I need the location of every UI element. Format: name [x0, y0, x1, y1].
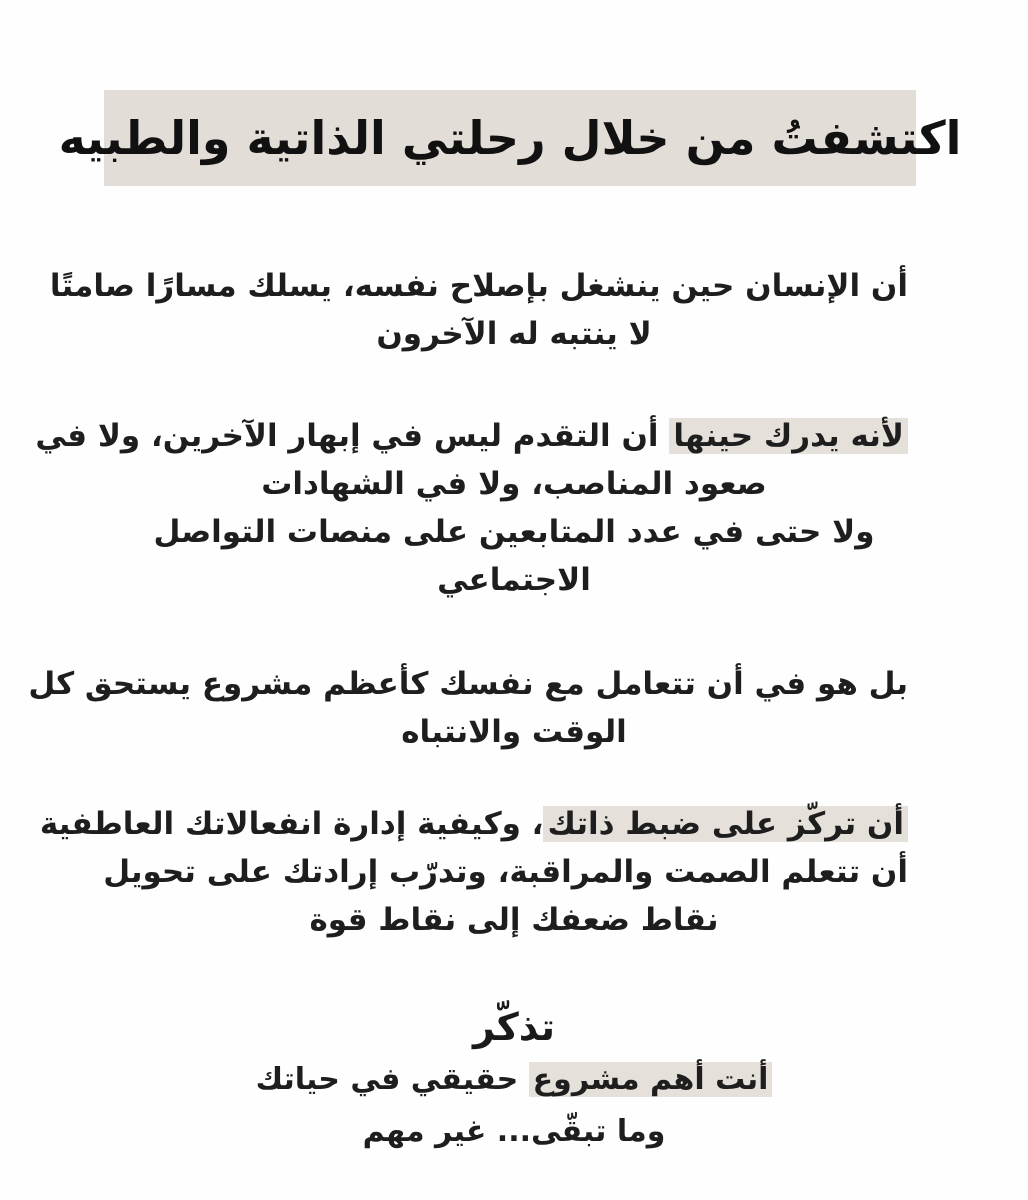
paragraph-4-line-2: أن تتعلم الصمت والمراقبة، وتدرّب إرادتك على تحويل — [103, 854, 908, 890]
paragraph-4-line-3: نقاط ضعفك إلى نقاط قوة — [309, 902, 719, 938]
closing-text — [120, 1054, 908, 1158]
paragraph-3 — [28, 660, 908, 756]
page-title: اكتشفتُ من خلال رحلتي الذاتية والطبيه — [58, 111, 962, 165]
paragraph-1-line-1: أن الإنسان حين ينشغل بإصلاح نفسه، يسلك مسارًا صامتًا — [49, 268, 908, 304]
paragraph-3-line-2: الوقت والانتباه — [401, 714, 627, 750]
paragraph-2 — [35, 412, 908, 604]
highlighted-phrase: أن تركّز على ضبط ذاتك — [543, 806, 908, 842]
paragraph-2-line-1-rest: أن التقدم ليس في إبهار الآخرين، ولا في — [35, 418, 659, 454]
paragraph-2-line-1 — [35, 412, 908, 460]
closing-line-1 — [120, 1054, 908, 1106]
paragraph-4 — [39, 800, 908, 944]
paragraph-2-line-4: الاجتماعي — [437, 562, 591, 598]
closing-line-2: وما تبقّى... غير مهم — [362, 1114, 666, 1149]
paragraph-2-line-2: صعود المناصب، ولا في الشهادات — [261, 466, 767, 502]
paragraph-4-line-1-rest: ، وكيفية إدارة انفعالاتك العاطفية — [39, 806, 544, 842]
paragraph-2-line-3: ولا حتى في عدد المتابعين على منصات التواصل — [153, 514, 875, 550]
highlighted-phrase: أنت أهم مشروع — [529, 1062, 773, 1097]
paragraph-1 — [49, 262, 908, 358]
paragraph-3-line-1: بل هو في أن تتعامل مع نفسك كأعظم مشروع يستحق كل — [28, 666, 908, 702]
highlighted-phrase: لأنه يدرك حينها — [669, 418, 908, 454]
closing-heading: تذكّر — [473, 1005, 555, 1049]
paragraph-4-line-1 — [39, 800, 908, 848]
closing-line-1-rest: حقيقي في حياتك — [255, 1062, 519, 1097]
title-band — [58, 90, 962, 186]
paragraph-1-line-2: لا ينتبه له الآخرون — [376, 316, 652, 352]
